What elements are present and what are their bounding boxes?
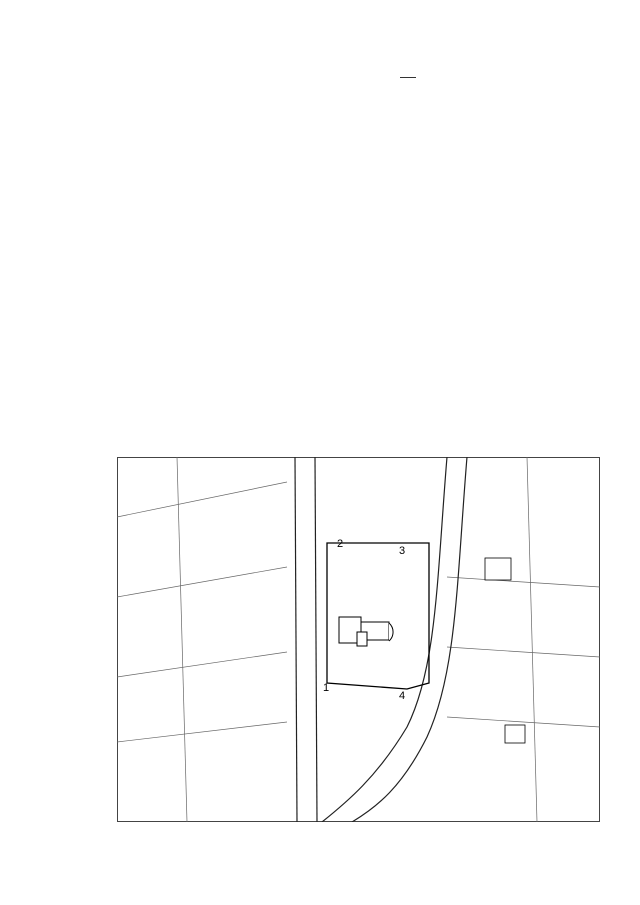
boundary-marker: 4 [399, 690, 406, 702]
handwritten-number [408, 59, 416, 78]
boundary-map [117, 457, 600, 822]
handwritten-date [400, 59, 408, 78]
approval-block [400, 58, 610, 77]
boundary-marker: 2 [337, 538, 344, 550]
small-building-se [505, 725, 525, 743]
small-building-ne [485, 558, 511, 580]
boundary-marker: 3 [399, 545, 406, 557]
approval-date-line [400, 60, 610, 77]
boundary-marker: 1 [323, 682, 330, 694]
